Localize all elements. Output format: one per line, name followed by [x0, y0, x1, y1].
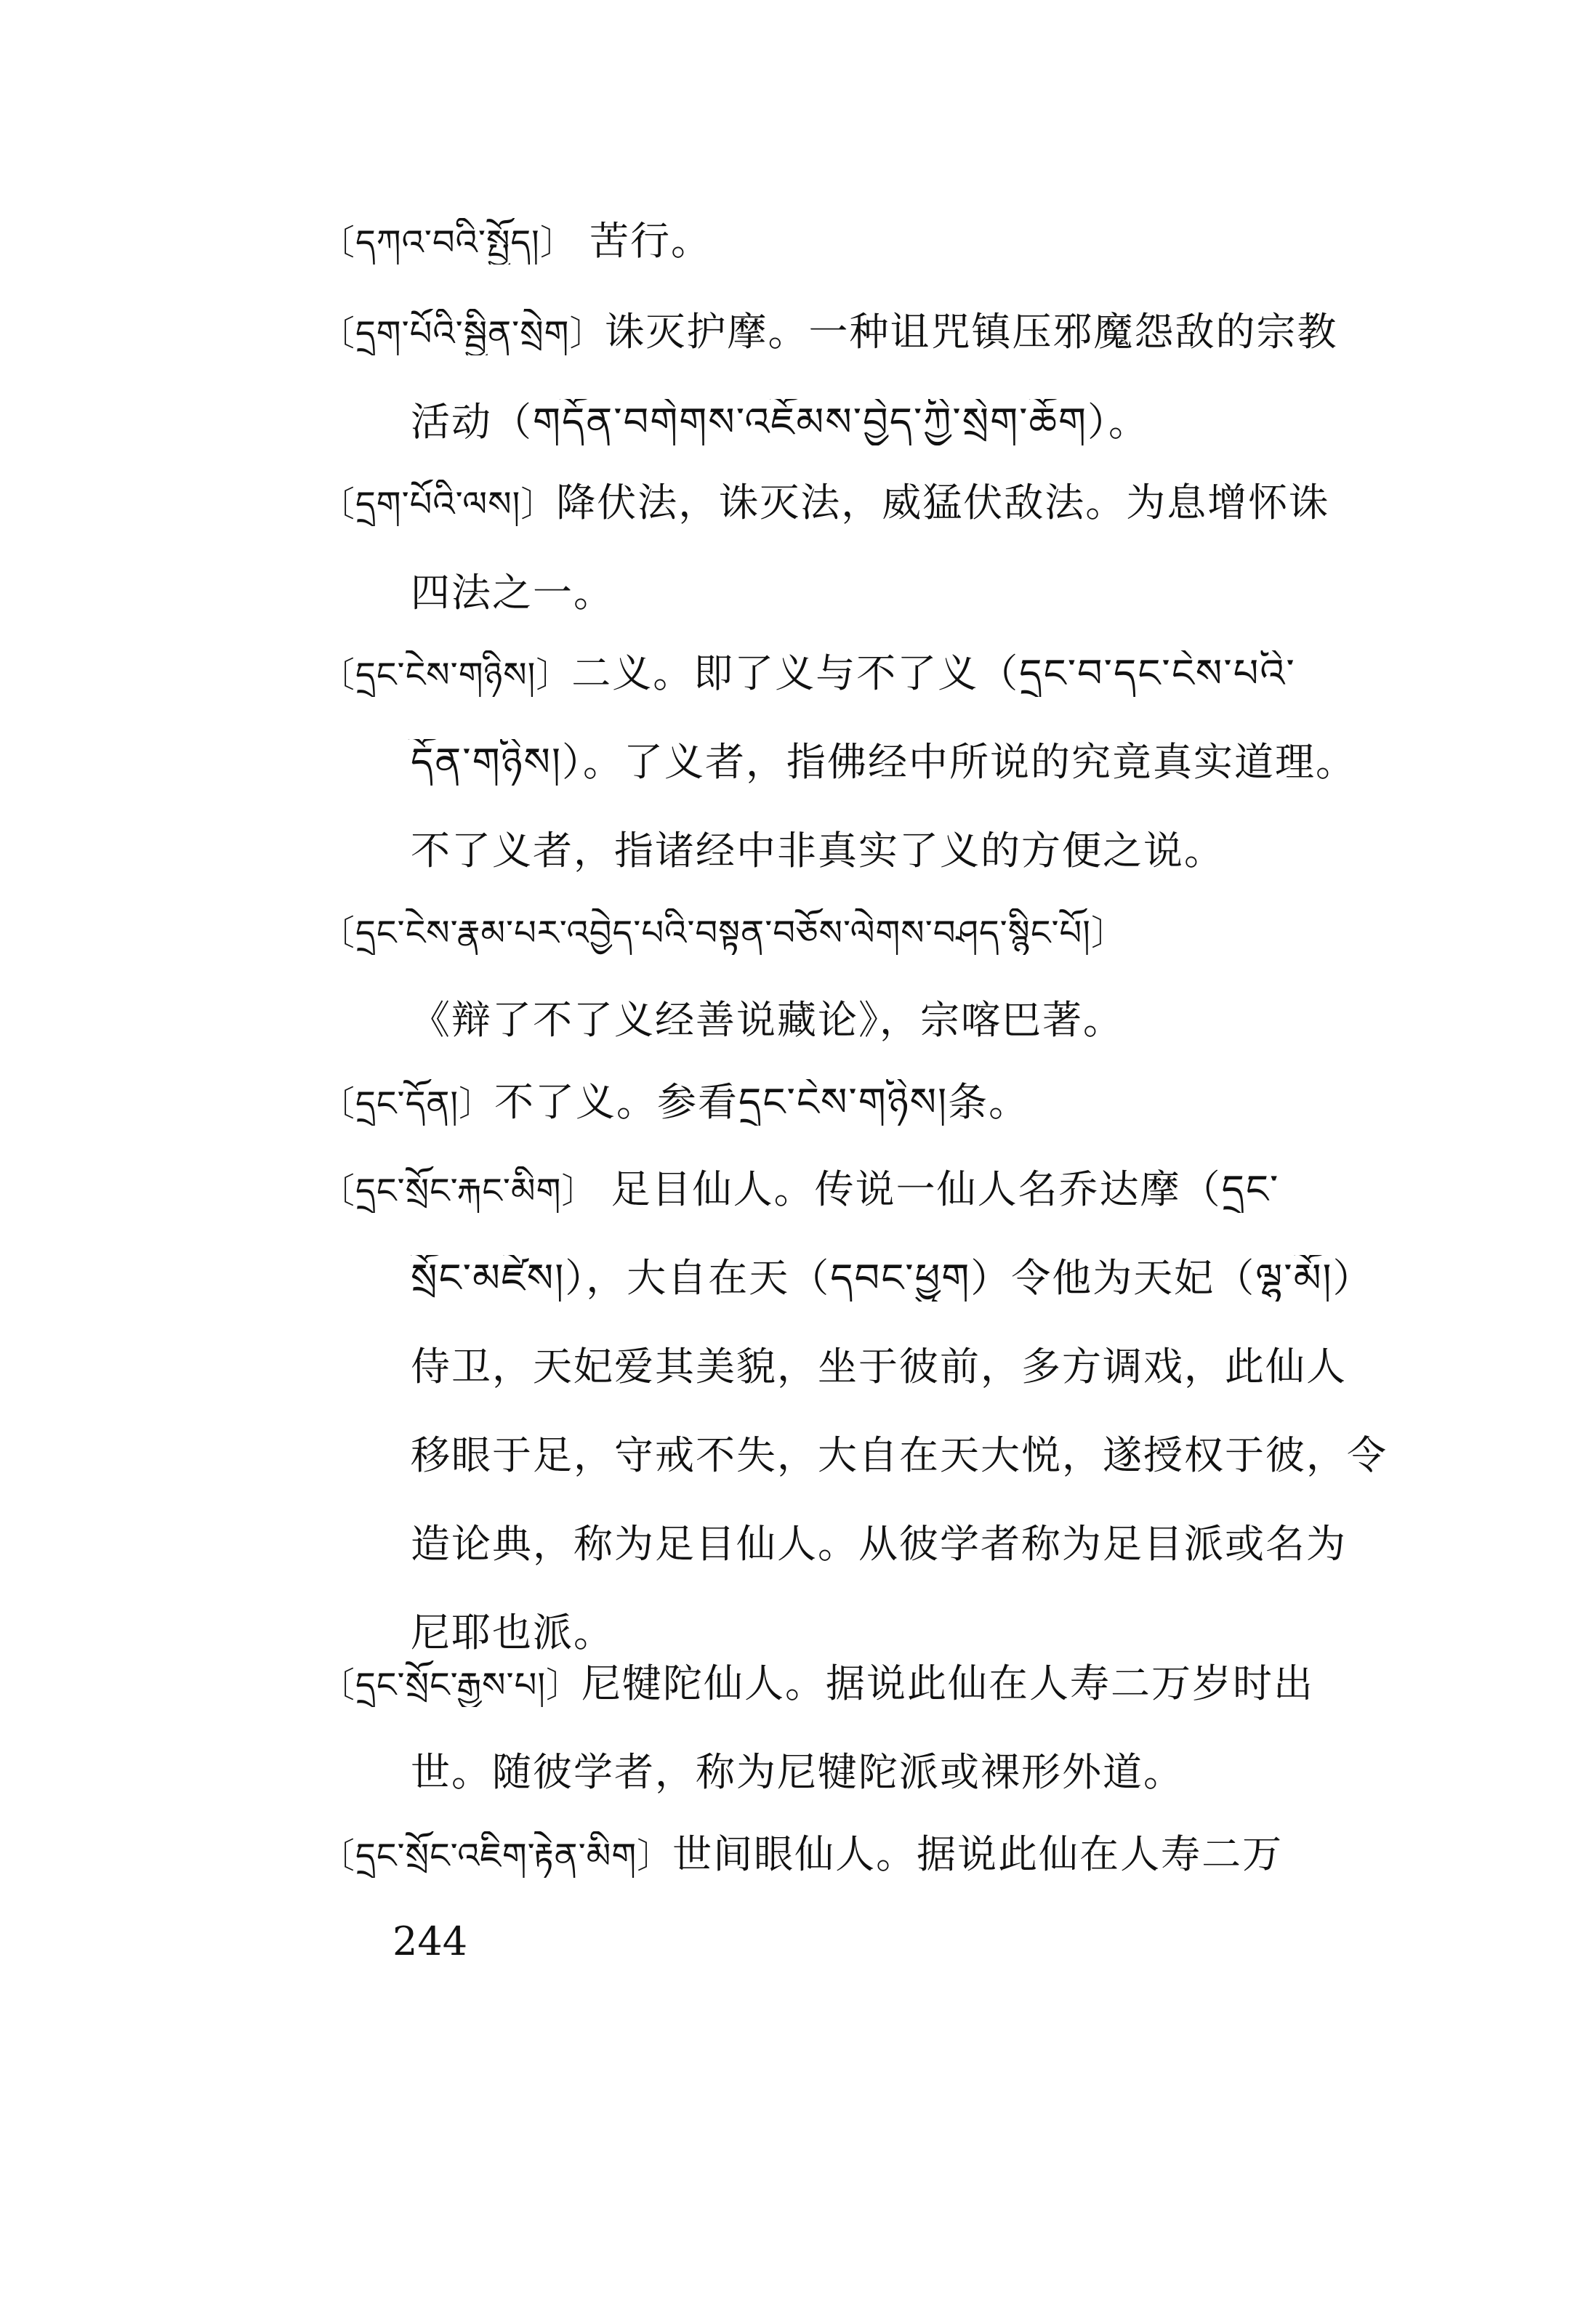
chinese-definition: 苦行。 [575, 218, 712, 264]
tibetan-headword: 〔དྲག་པོའི་སྦྱིན་སྲེག〕 [320, 313, 605, 354]
entry-line [320, 997, 1439, 1044]
tibetan-headword: 〔དྲང་ངེས་རྣམ་པར་འབྱེད་པའི་བསྟན་བཅོས་ལེགས་བཤད་སྙིང་པོ།〕 [320, 913, 1127, 953]
entry-line [320, 739, 1439, 786]
dictionary-entry [320, 1079, 1439, 1126]
entry-line [320, 1079, 1439, 1126]
chinese-definition: 造论典，称为足目仙人。从彼学者称为足目派或名为 [411, 1521, 1347, 1567]
entry-line [320, 1831, 1439, 1878]
dictionary-entry [320, 480, 1439, 616]
tibetan-headword: 〔དྲག་པོའི་ལས།〕 [320, 484, 557, 525]
dictionary-entry [320, 218, 1439, 265]
chinese-definition: 移眼于足，守戒不失，大自在天大悦，遂授权于彼，令 [411, 1432, 1388, 1478]
chinese-definition: 诛灭护摩。一种诅咒镇压邪魔怨敌的宗教 [605, 309, 1338, 355]
tibetan-headword: 〔དྲང་སྲོང་རྒྱས་པ།〕 [320, 1665, 582, 1706]
chinese-definition: སྲོང་མཛེས།），大自在天（དབང་ཕྱུག）令他为天妃（ལྷ་མོ།） [411, 1255, 1374, 1301]
entry-line [320, 828, 1439, 874]
entry-line [320, 1749, 1439, 1796]
dictionary-entry [320, 908, 1439, 1044]
chinese-definition: 世。随彼学者，称为尼犍陀派或裸形外道。 [411, 1749, 1184, 1795]
entry-line [320, 650, 1439, 697]
chinese-definition: 尼犍陀仙人。据说此仙在人寿二万岁时出 [581, 1661, 1315, 1706]
entry-line [320, 908, 1439, 955]
entry-line [320, 1344, 1439, 1390]
entry-line [320, 480, 1439, 526]
entry-line [320, 1166, 1439, 1213]
page-number: 244 [393, 1918, 468, 1964]
chinese-definition: 《辩了不了义经善说藏论》，宗喀巴著。 [411, 997, 1124, 1043]
entry-line [320, 570, 1439, 616]
chinese-definition: 不了义者，指诸经中非真实了义的方便之说。 [411, 828, 1225, 873]
dictionary-entry [320, 650, 1439, 874]
chinese-definition: 侍卫，天妃爱其美貌，坐于彼前，多方调戏，此仙人 [411, 1344, 1347, 1389]
dictionary-entry [320, 1661, 1439, 1796]
tibetan-headword: 〔དྲང་སྲོང་འཇིག་རྟེན་མིག〕 [320, 1836, 673, 1876]
entry-line [320, 309, 1439, 355]
chinese-definition: 尼耶也派。 [411, 1610, 614, 1655]
entry-line [320, 218, 1439, 265]
tibetan-headword: 〔དྲང་ངེས་གཉིས།〕 [320, 655, 572, 695]
chinese-definition: 四法之一。 [411, 570, 614, 616]
chinese-definition: དོན་གཉིས།）。了义者，指佛经中所说的究竟真实道理。 [411, 739, 1356, 785]
chinese-definition: 降伏法，诛灭法，威猛伏敌法。为息增怀诛 [556, 480, 1330, 525]
chinese-definition: 二义。即了义与不了义（དྲང་བ་དང་ངེས་པའི་ [571, 650, 1296, 696]
entry-line [320, 399, 1439, 445]
chinese-definition: 世间眼仙人。据说此仙在人寿二万 [672, 1831, 1284, 1877]
entry-line [320, 1521, 1439, 1568]
dictionary-entry [320, 1831, 1439, 1878]
chinese-definition: 活动（གདོན་བགེགས་འཇོམས་བྱེད་ཀྱི་སྲེག་ཆོག）。 [411, 399, 1149, 445]
entry-line [320, 1432, 1439, 1479]
tibetan-headword: 〔དྲང་དོན།〕 [320, 1084, 495, 1124]
chinese-definition: 不了义。参看དྲང་ངེས་གཉིས།条。 [494, 1079, 1030, 1125]
entry-line [320, 1255, 1439, 1302]
dictionary-entry [320, 1166, 1439, 1656]
dictionary-entry [320, 309, 1439, 445]
entry-line [320, 1610, 1439, 1656]
tibetan-headword: 〔དཀའ་བའི་སྤྱོད།〕 [320, 222, 576, 263]
tibetan-headword: 〔དྲང་སྲོང་རྐང་མིག〕 [320, 1171, 597, 1211]
chinese-definition: 足目仙人。传说一仙人名乔达摩（དྲང་ [597, 1166, 1280, 1212]
entry-line [320, 1661, 1439, 1707]
